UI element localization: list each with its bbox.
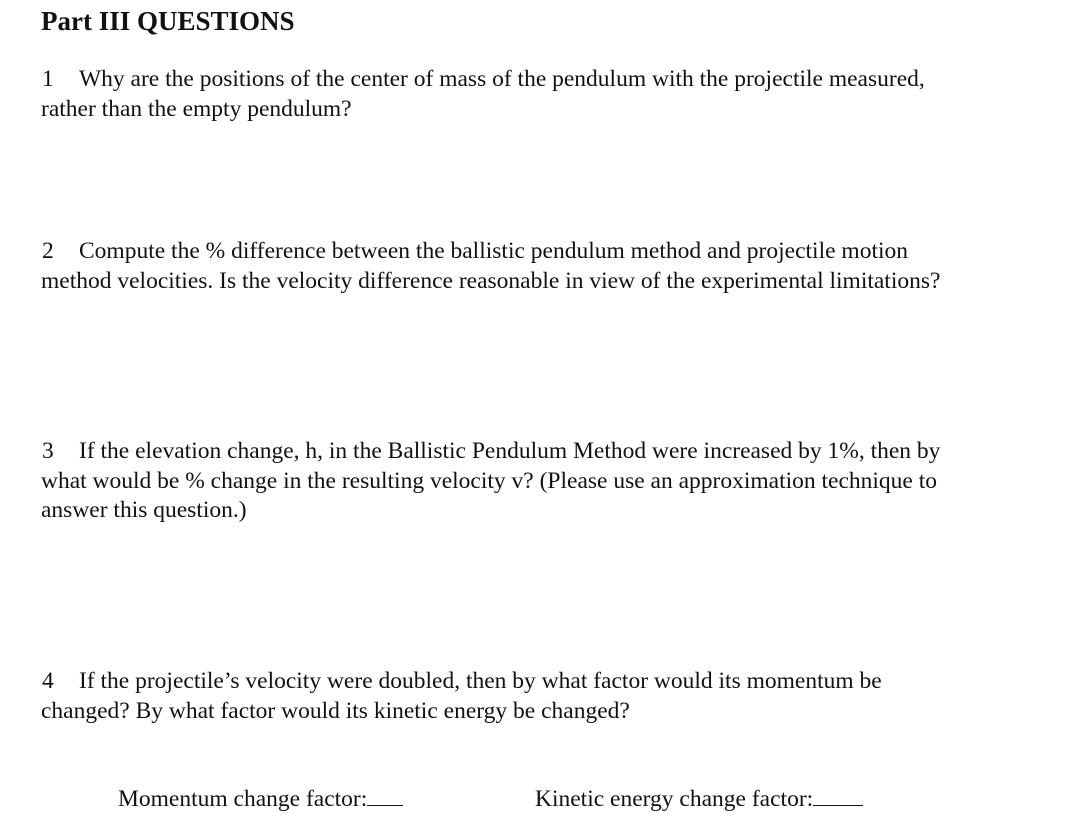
question-1-text-1: Why are the positions of the center of mass of the pendulum with the projectile measured, bbox=[79, 66, 925, 92]
momentum-label: Momentum change factor: bbox=[118, 786, 368, 812]
page-title: Part III QUESTIONS bbox=[41, 6, 295, 36]
question-4-number: 4 bbox=[42, 668, 54, 694]
question-1-line-1 bbox=[41, 65, 1041, 95]
question-4-line-1 bbox=[41, 667, 1041, 697]
question-2-text-2: method velocities. Is the velocity difference reasonable in view of the experimental limitations? bbox=[41, 267, 941, 294]
question-3 bbox=[41, 437, 1041, 526]
question-3-number: 3 bbox=[42, 438, 54, 464]
question-3-text-3: answer this question.) bbox=[41, 497, 247, 523]
kinetic-energy-answer bbox=[535, 783, 863, 814]
question-3-text-2: what would be % change in the resulting velocity v? (Please use an approximation technique to bbox=[41, 467, 938, 494]
question-2-text-1: Compute the % difference between the ballistic pendulum method and projectile motion bbox=[79, 238, 909, 264]
question-1-text-2: rather than the empty pendulum? bbox=[41, 95, 352, 122]
question-4 bbox=[41, 667, 1041, 726]
question-3-line-1 bbox=[41, 437, 1041, 467]
kinetic-energy-label: Kinetic energy change factor: bbox=[535, 786, 814, 812]
question-2 bbox=[41, 237, 1041, 296]
question-2-line-1 bbox=[41, 237, 1041, 267]
momentum-answer-blank[interactable] bbox=[367, 783, 403, 806]
question-4-text-1: If the projectile’s velocity were doubled, then by what factor would its momentum be bbox=[79, 668, 882, 694]
question-2-number: 2 bbox=[42, 238, 54, 264]
question-3-text-1: If the elevation change, h, in the Ballistic Pendulum Method were increased by 1%, then by bbox=[79, 438, 941, 464]
kinetic-energy-answer-blank[interactable] bbox=[813, 783, 863, 806]
question-4-text-2: changed? By what factor would its kinetic energy be changed? bbox=[41, 697, 630, 724]
momentum-answer bbox=[118, 783, 403, 814]
question-1-number: 1 bbox=[42, 66, 54, 92]
question-1 bbox=[41, 65, 1041, 124]
